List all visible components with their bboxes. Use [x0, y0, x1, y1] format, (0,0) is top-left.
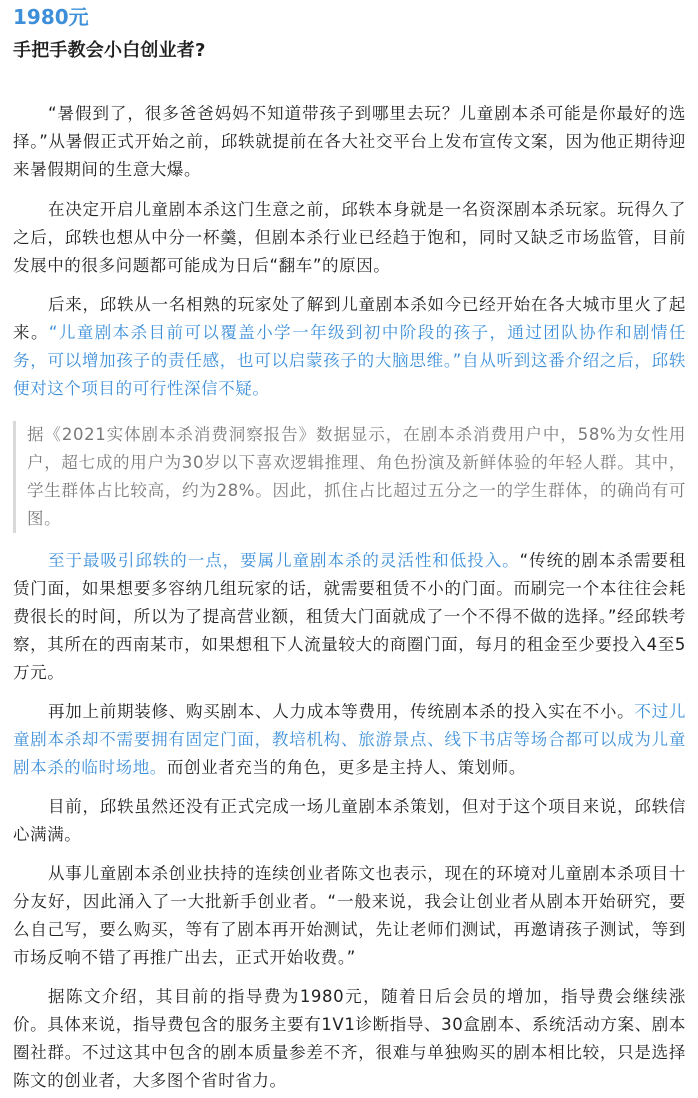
- paragraph-8: 据陈文介绍，其目前的指导费为1980元，随着日后会员的增加，指导费会继续涨价。具体来说，指导费包含的服务主要有1V1诊断指导、30盒剧本、系统活动方案、剧本圈社群。不过这其中包含的剧本质量参差不齐，很难与单独购买的剧本相比较，只是选择陈文的创业者，大多图个省时省力。: [13, 987, 686, 1090]
- blockquote: [13, 421, 686, 533]
- paragraph-4-highlight: 至于最吸引邱轶的一点，要属儿童剧本杀的灵活性和低投入。: [48, 551, 520, 570]
- paragraph-3: [13, 291, 686, 403]
- paragraph-3-text: 后来，邱轶从一名相熟的玩家处了解到儿童剧本杀如今已经开始在各大城市里火了起来。: [13, 295, 686, 342]
- paragraph-4: [13, 547, 686, 687]
- paragraph-5-text-b: 而创业者充当的角色，更多是主持人、策划师。: [166, 758, 527, 777]
- paragraph-1: “暑假到了，很多爸爸妈妈不知道带孩子到哪里去玩？儿童剧本杀可能是你最好的选择。”从暑假正式开始之前，邱轶就提前在各大社交平台上发布宣传文案，因为他正期待迎来暑假期间的生意大爆。: [13, 104, 686, 179]
- paragraph-5-text-a: 再加上前期装修、购买剧本、人力成本等费用，传统剧本杀的投入实在不小。: [48, 702, 635, 721]
- paragraph-3-highlight: “儿童剧本杀目前可以覆盖小学一年级到初中阶段的孩子，通过团队协作和剧情任务，可以增加孩子的责任感，也可以启蒙孩子的大脑思维。”自从听到这番介绍之后，邱轶便对这个项目的可行性深信不疑。: [13, 323, 686, 398]
- article-body: [13, 100, 686, 1095]
- section-title: 手把手教会小白创业者?: [13, 40, 206, 61]
- price-heading: 1980元: [13, 5, 89, 29]
- paragraph-4-text: “传统的剧本杀需要租赁门面，如果想要多容纳几组玩家的话，就需要租赁不小的门面。而刷完一个本往往会耗费很长的时间，所以为了提高营业额，租赁大门面就成了一个不得不做的选择。”经邱轶考察，其所在的西南某市，如果想租下人流量较大的商圈门面，每月的租金至少要投入4至5万元。: [13, 551, 686, 682]
- paragraph-5-highlight: 不过儿童剧本杀却不需要拥有固定门面，教培机构、旅游景点、线下书店等场合都可以成为儿童剧本杀的临时场地。: [13, 702, 686, 777]
- paragraph-5: [13, 698, 686, 782]
- paragraph-7: 从事儿童剧本杀创业扶持的连续创业者陈文也表示，现在的环境对儿童剧本杀项目十分友好，因此涌入了一大批新手创业者。“一般来说，我会让创业者从剧本开始研究，要么自己写，要么购买，等有了剧本再开始测试，先让老师们测试，再邀请孩子测试，等到市场反响不错了再推广出去，正式开始收费。”: [13, 864, 686, 967]
- blockquote-text: 据《2021实体剧本杀消费洞察报告》数据显示，在剧本杀消费用户中，58%为女性用户，超七成的用户为30岁以下喜欢逻辑推理、角色扮演及新鲜体验的年轻人群。其中，学生群体占比较高，约为28%。因此，抓住占比超过五分之一的学生群体，的确尚有可图。: [27, 425, 686, 528]
- paragraph-6: 目前，邱轶虽然还没有正式完成一场儿童剧本杀策划，但对于这个项目来说，邱轶信心满满。: [13, 797, 686, 844]
- paragraph-2: 在决定开启儿童剧本杀这门生意之前，邱轶本身就是一名资深剧本杀玩家。玩得久了之后，邱轶也想从中分一杯羹，但剧本杀行业已经趋于饱和，同时又缺乏市场监管，目前发展中的很多问题都可能成为日后“翻车”的原因。: [13, 200, 686, 275]
